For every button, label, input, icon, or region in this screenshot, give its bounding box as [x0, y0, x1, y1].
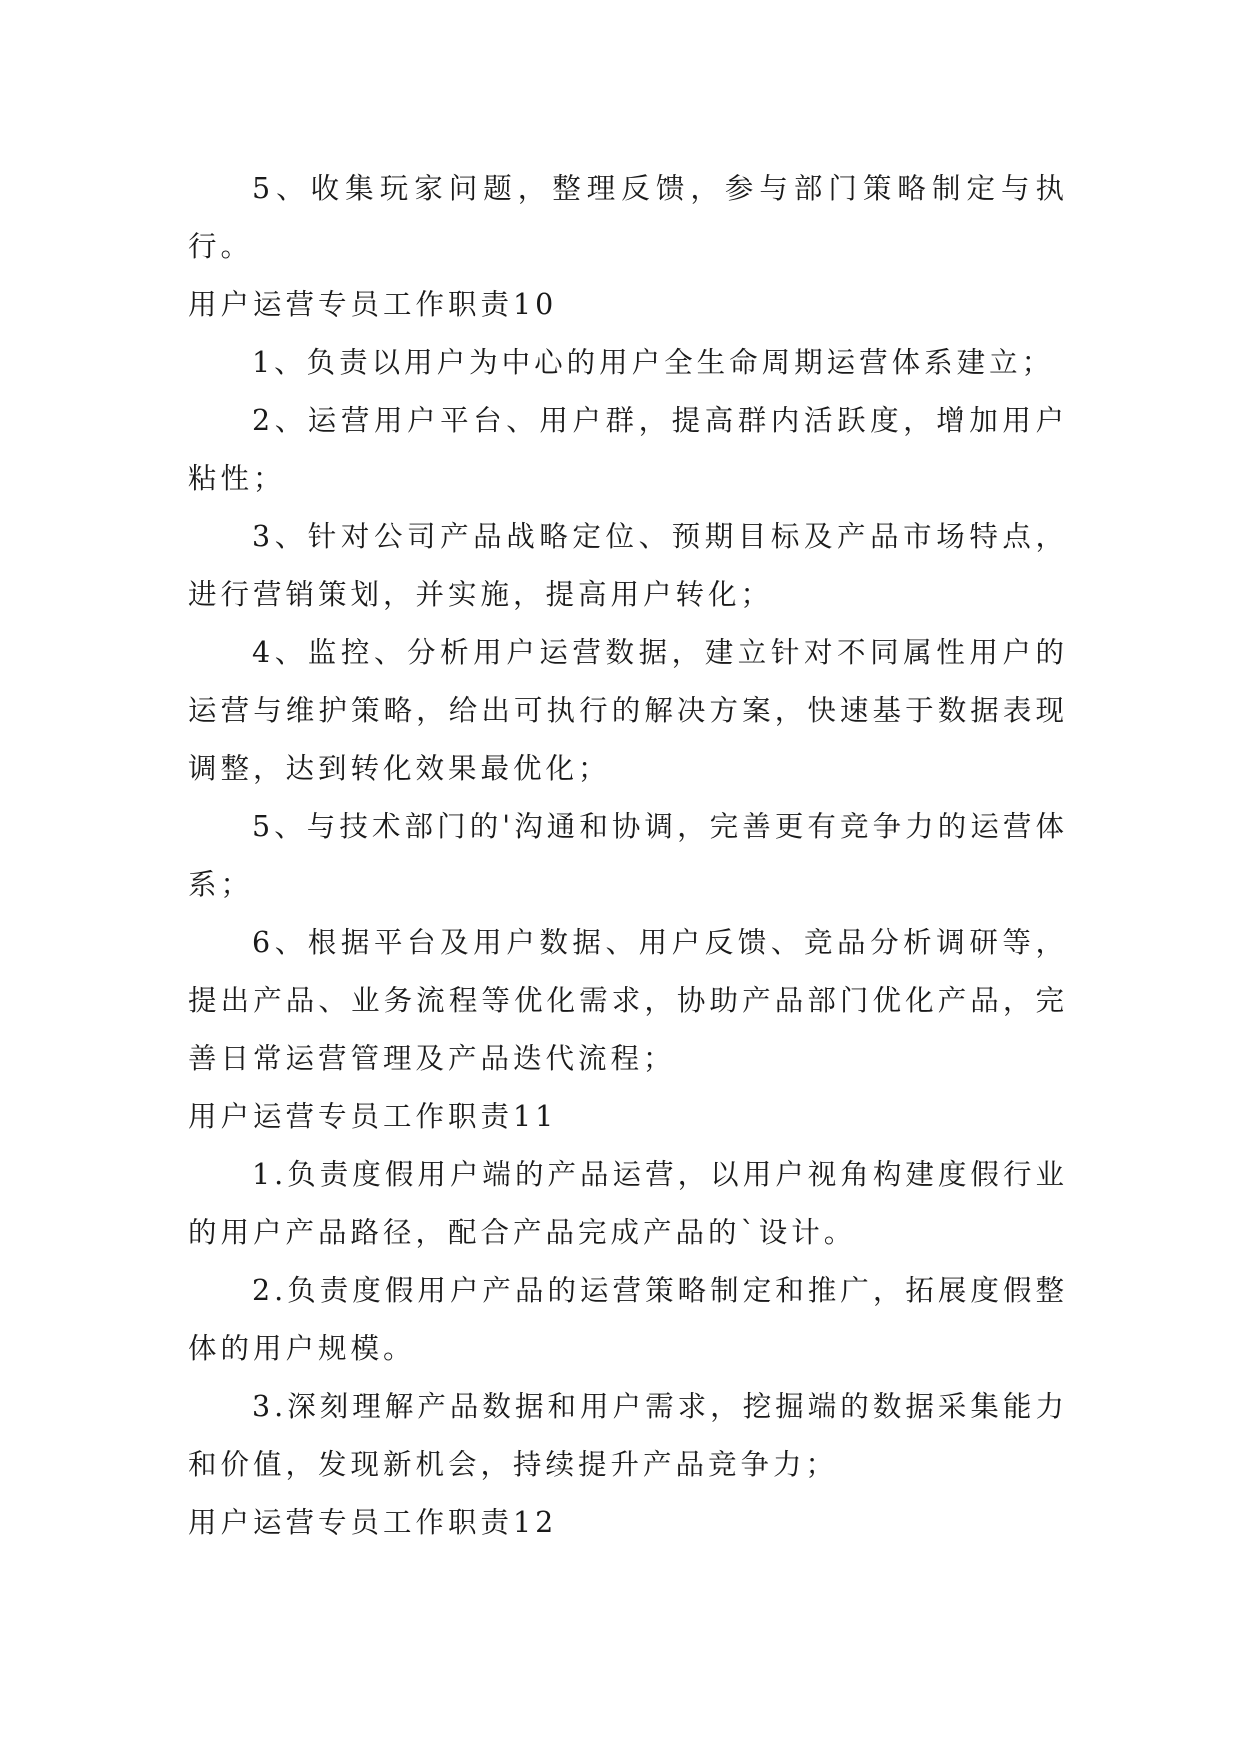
- section-heading-12: 用户运营专员工作职责12: [188, 1506, 558, 1539]
- paragraph-item-1-lifecycle: 1、负责以用户为中心的用户全生命周期运营体系建立；: [252, 346, 1055, 379]
- document-page: [188, 160, 1068, 1552]
- paragraph-item-5-collect-feedback: 5、收集玩家问题，整理反馈，参与部门策略制定与执行。: [188, 172, 1068, 263]
- paragraph-item-3-data-insight: 3.深刻理解产品数据和用户需求，挖掘端的数据采集能力和价值，发现新机会，持续提升产品竞争力；: [188, 1390, 1068, 1481]
- paragraph-item-5-tech-coordination: 5、与技术部门的'沟通和协调，完善更有竞争力的运营体系；: [188, 810, 1068, 901]
- section-heading-11: 用户运营专员工作职责11: [188, 1100, 558, 1133]
- paragraph-item-3-marketing: 3、针对公司产品战略定位、预期目标及产品市场特点，进行营销策划，并实施，提高用户转化；: [188, 520, 1068, 611]
- paragraph-item-2-platform: 2、运营用户平台、用户群，提高群内活跃度，增加用户粘性；: [188, 404, 1068, 495]
- paragraph-item-6-optimization: 6、根据平台及用户数据、用户反馈、竞品分析调研等，提出产品、业务流程等优化需求，协助产品部门优化产品，完善日常运营管理及产品迭代流程；: [188, 926, 1068, 1075]
- paragraph-item-2-vacation-strategy: 2.负责度假用户产品的运营策略制定和推广，拓展度假整体的用户规模。: [188, 1274, 1068, 1365]
- paragraph-item-1-vacation-product: 1.负责度假用户端的产品运营，以用户视角构建度假行业的用户产品路径，配合产品完成产品的`设计。: [188, 1158, 1068, 1249]
- section-heading-10: 用户运营专员工作职责10: [188, 288, 558, 321]
- paragraph-item-4-data-analysis: 4、监控、分析用户运营数据，建立针对不同属性用户的运营与维护策略，给出可执行的解决方案，快速基于数据表现调整，达到转化效果最优化；: [188, 636, 1068, 785]
